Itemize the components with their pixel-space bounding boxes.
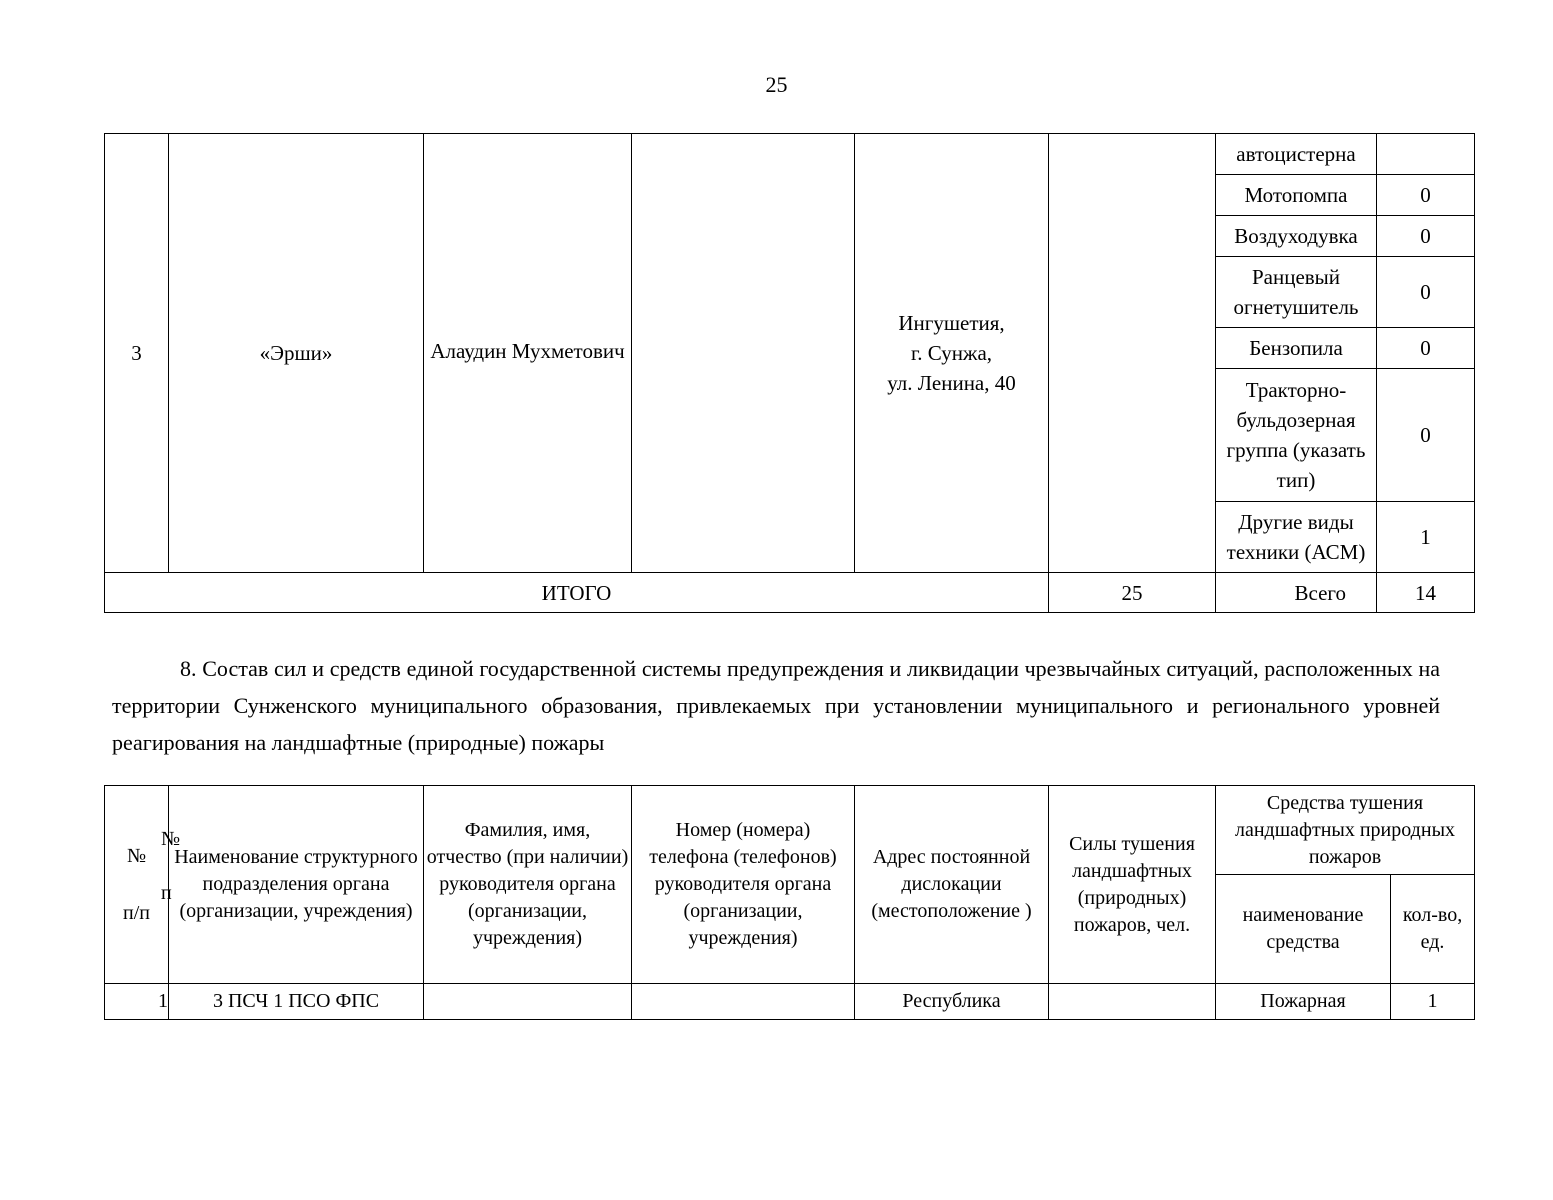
unit-name: 3 ПСЧ 1 ПСО ФПС (169, 984, 424, 1020)
means-name: Пожарная (1216, 984, 1391, 1020)
means-qty: 1 (1391, 984, 1475, 1020)
equipment-name: Тракторно-бульдозерная группа (указать тип) (1216, 369, 1377, 502)
header-num (105, 786, 181, 984)
equipment-name: Воздуходувка (1216, 216, 1377, 257)
header-head-name: Фамилия, имя, отчество (при наличии) руководителя органа (организации, учреждения) (424, 786, 632, 984)
forces-cell (1049, 984, 1216, 1020)
address-line: Ингушетия, (898, 311, 1005, 335)
row-number: 1 (105, 984, 169, 1020)
equipment-qty: 1 (1377, 502, 1475, 573)
address-cell (855, 134, 1049, 573)
equipment-name: Ранцевый огнетушитель (1216, 257, 1377, 328)
header-forces: Силы тушения ландшафтных (природных) пожаров, чел. (1049, 786, 1216, 984)
head-name-text: Алаудин Мухметович (430, 339, 625, 363)
address-line: ул. Ленина, 40 (887, 371, 1016, 395)
total-row (105, 573, 1475, 613)
phone-cell (632, 984, 855, 1020)
header-num-overlap (161, 826, 181, 904)
equipment-name: Другие виды техники (АСМ) (1216, 502, 1377, 573)
equipment-qty: 0 (1377, 257, 1475, 328)
total-label: ИТОГО (105, 573, 1049, 613)
head-name (424, 984, 632, 1020)
equipment-name: Бензопила (1216, 328, 1377, 369)
equipment-name: автоцистерна (1216, 134, 1377, 175)
header-num-overlap-sign: № (161, 828, 181, 850)
table-row (105, 984, 1475, 1020)
header-num-top: № (126, 844, 147, 867)
header-phone: Номер (номера) телефона (телефонов) руководителя органа (организации, учреждения) (632, 786, 855, 984)
equipment-qty: 0 (1377, 175, 1475, 216)
emergency-forces-table (104, 785, 1475, 1020)
equipment-qty (1377, 134, 1475, 175)
total-qty: 14 (1377, 573, 1475, 613)
forces-cell (1049, 134, 1216, 573)
head-name (424, 134, 632, 573)
equipment-qty: 0 (1377, 328, 1475, 369)
page-number: 25 (765, 72, 788, 97)
address-cell: Республика (855, 984, 1049, 1020)
row-number: 3 (105, 134, 169, 573)
header-means-name: наименование средства (1216, 875, 1391, 984)
phone-cell (632, 134, 855, 573)
header-address: Адрес постоянной дислокации (местоположение ) (855, 786, 1049, 984)
units-table-continued (104, 133, 1475, 613)
table-row (105, 134, 1475, 175)
total-vsego-label: Всего (1216, 573, 1377, 613)
equipment-qty: 0 (1377, 369, 1475, 502)
total-forces: 25 (1049, 573, 1216, 613)
equipment-qty: 0 (1377, 216, 1475, 257)
unit-name: «Эрши» (169, 134, 424, 573)
header-means-group: Средства тушения ландшафтных природных пожаров (1216, 786, 1475, 875)
header-num-bottom: п/п (123, 901, 150, 924)
header-unit-name: Наименование структурного подразделения органа (организации, учреждения) (169, 786, 424, 984)
equipment-name: Мотопомпа (1216, 175, 1377, 216)
header-row (105, 786, 1475, 875)
address-line: г. Сунжа, (910, 341, 993, 365)
section-8-paragraph: 8. Состав сил и средств единой государственной системы предупреждения и ликвидации чрезвычайных ситуаций, расположенных на территории Сунженского муниципального образования, привлекаемых при установлении муниципального и регионального уровней реагирования на ландшафтные (природные) пожары (112, 656, 1440, 755)
header-means-qty: кол-во, ед. (1391, 875, 1475, 984)
header-num-overlap-letter: п (161, 882, 172, 904)
